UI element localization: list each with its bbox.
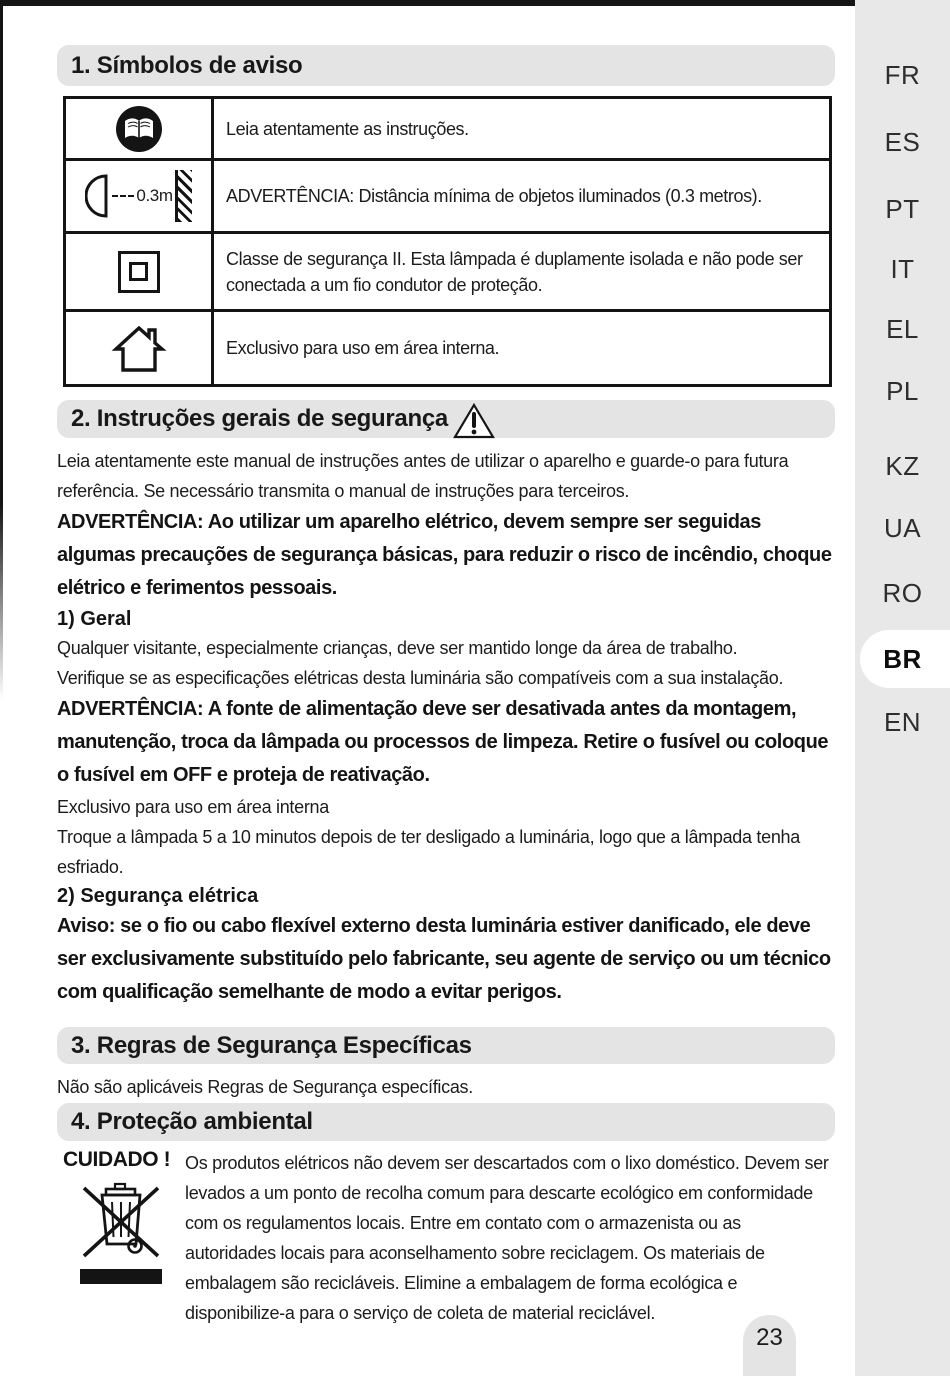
weee-bin-icon (79, 1180, 163, 1284)
section-2-title: 2. Instruções gerais de segurança (71, 405, 448, 432)
language-tab-pl: PL (886, 376, 919, 406)
wall-hatch-icon (175, 170, 192, 222)
page-top-rule (0, 0, 856, 6)
class-ii-icon (66, 234, 214, 309)
paragraph: Exclusivo para uso em área interna (57, 797, 329, 817)
warning-triangle-icon (452, 402, 496, 440)
caution-label: CUIDADO ! (63, 1148, 171, 1171)
language-tab-kz: KZ (885, 451, 920, 481)
subsection-heading: 2) Segurança elétrica (57, 885, 259, 907)
language-tab-it: IT (890, 254, 915, 284)
section-3-title: 3. Regras de Segurança Específicas (71, 1032, 472, 1059)
section-4-header (57, 1103, 835, 1141)
language-tab-es: ES (884, 127, 921, 157)
section-1-title: 1. Símbolos de aviso (71, 52, 303, 79)
subsection-heading: 1) Geral (57, 608, 132, 630)
language-tab-en: EN (883, 707, 922, 737)
distance-label: 0.3m (136, 186, 173, 205)
house-icon (66, 312, 214, 384)
symbol-description: ADVERTÊNCIA: Distância mínima de objetos iluminados (0.3 metros). (226, 186, 762, 206)
caution-column (57, 1148, 185, 1328)
section-4-title: 4. Proteção ambiental (71, 1108, 313, 1135)
open-book-icon (66, 99, 214, 158)
warning-paragraph: Aviso: se o fio ou cabo flexível externo desta luminária estiver danificado, ele deve ser exclusivamente substituído pelo fabricante, seu agente de serviço ou um técnico com qualificação semelhante de modo a evitar perigos. (57, 915, 831, 1003)
section-2-header (57, 400, 835, 438)
language-tab-ro: RO (882, 578, 923, 608)
distance-dash (112, 195, 134, 197)
language-tab-pt: PT (885, 194, 920, 224)
page-number-pill (743, 1315, 796, 1376)
symbol-description: Exclusivo para uso em área interna. (226, 338, 500, 358)
table-row (66, 234, 829, 312)
section-1-header (57, 45, 835, 86)
weee-bar (80, 1269, 162, 1284)
symbols-table (63, 96, 832, 387)
symbol-description: Classe de segurança II. Esta lâmpada é duplamente isolada e não pode ser conectada a um fio condutor de proteção. (226, 248, 803, 295)
section-3-header (57, 1027, 835, 1064)
paragraph: Verifique se as especificações elétricas desta luminária são compatíveis com a sua instalação. (57, 668, 784, 688)
symbol-description: Leia atentamente as instruções. (226, 118, 469, 139)
paragraph: Os produtos elétricos não devem ser descartados com o lixo doméstico. Devem ser levados a um ponto de recolha comum para descarte ecológico em conformidade com os regulamentos locais. Entre em contato com o armazenista ou as autoridades locais para aconselhamento sobre reciclagem. Os materiais de embalagem são recicláveis. Elimine a embalagem de forma ecológica e disponibilize-a para o serviço de coleta de material reciclável. (185, 1153, 829, 1323)
section-2-body (57, 446, 835, 1009)
section-4-body (57, 1148, 835, 1328)
table-row (66, 99, 829, 161)
language-tab-br-active: BR (883, 644, 922, 674)
warning-paragraph: ADVERTÊNCIA: Ao utilizar um aparelho elétrico, devem sempre ser seguidas algumas precauções de segurança básicas, para reduzir o risco de incêndio, choque elétrico e ferimentos pessoais. (57, 511, 832, 599)
language-tab-ua: UA (883, 513, 922, 543)
lamp-icon (85, 172, 110, 220)
paragraph: Qualquer visitante, especialmente crianças, deve ser mantido longe da área de trabalho. (57, 638, 738, 658)
page-number: 23 (756, 1324, 783, 1351)
language-sidebar (855, 0, 950, 1376)
paragraph: Leia atentamente este manual de instruções antes de utilizar o aparelho e guarde-o para futura referência. Se necessário transmita o manual de instruções para terceiros. (57, 451, 789, 501)
table-row (66, 161, 829, 234)
language-tab-el: EL (886, 314, 919, 344)
page-left-rule (0, 0, 3, 700)
min-distance-icon (66, 161, 214, 231)
language-tab-fr: FR (884, 60, 921, 90)
paragraph: Troque a lâmpada 5 a 10 minutos depois de ter desligado a luminária, logo que a lâmpada tenha esfriado. (57, 827, 800, 877)
warning-paragraph: ADVERTÊNCIA: A fonte de alimentação deve ser desativada antes da montagem, manutenção, troca da lâmpada ou processos de limpeza. Retire o fusível ou coloque o fusível em OFF e proteja de reativação. (57, 698, 829, 786)
table-row (66, 312, 829, 384)
paragraph: Não são aplicáveis Regras de Segurança específicas. (57, 1077, 473, 1097)
